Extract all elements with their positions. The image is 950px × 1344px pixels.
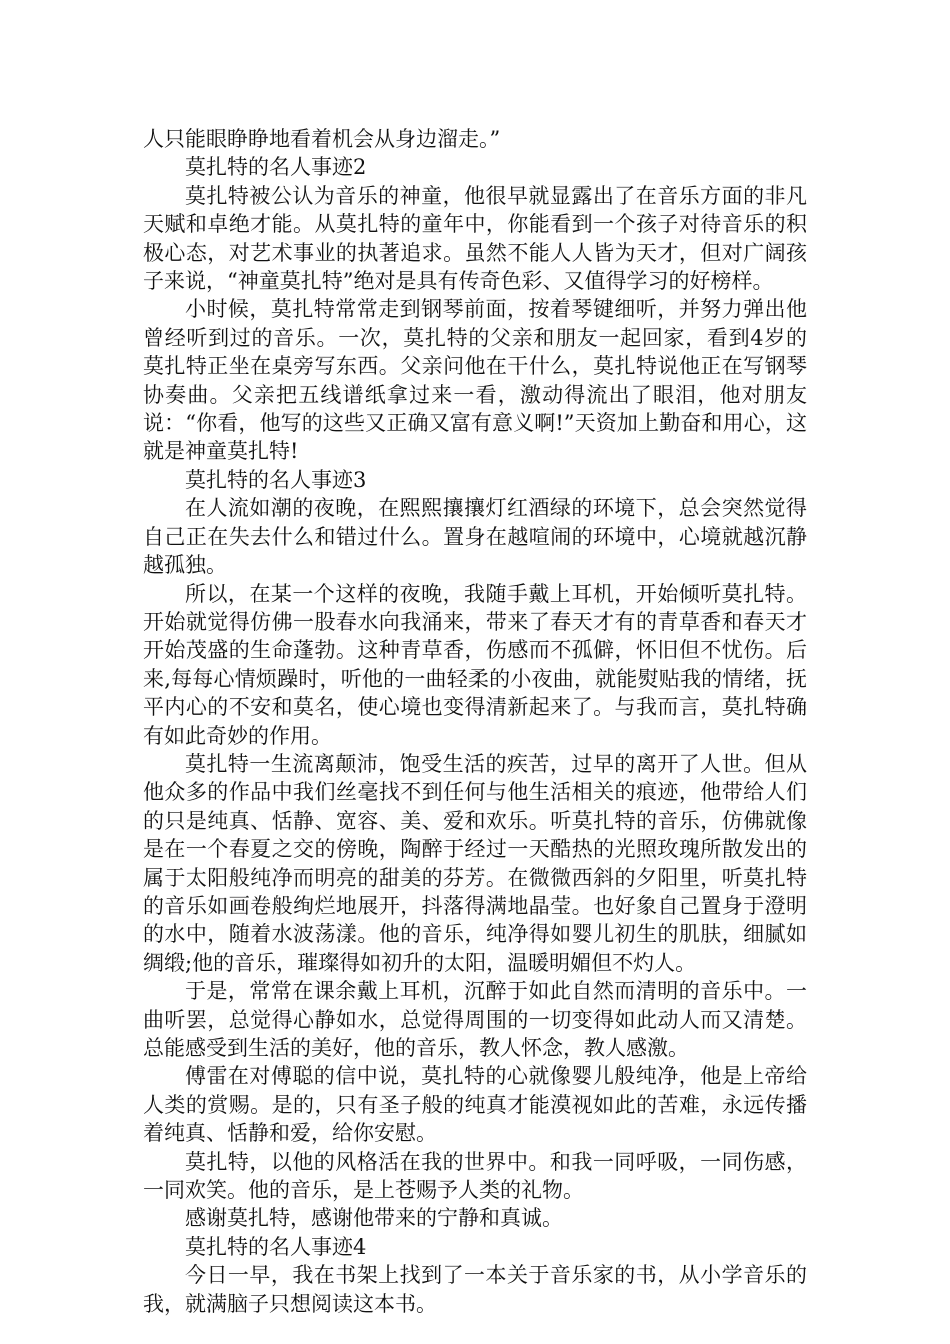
section-heading: 莫扎特的名人事迹3 [185, 467, 367, 492]
paragraph: 莫扎特被公认为音乐的神童，他很早就显露出了在音乐方面的非凡天赋和卓绝才能。从莫扎特的童年中，你能看到一个孩子对待音乐的积极心态，对艺术事业的执著追求。虽然不能人人皆为天才，但对广阔孩子来说，“神童莫扎特”绝对是具有传奇色彩、又值得学习的好榜样。 [143, 183, 807, 294]
paragraph: 傅雷在对傅聪的信中说，莫扎特的心就像婴儿般纯净，他是上帝给人类的赏赐。是的，只有圣子般的纯真才能漠视如此的苦难，永远传播着纯真、恬静和爱，给你安慰。 [143, 1064, 807, 1146]
paragraph: 莫扎特，以他的风格活在我的世界中。和我一同呼吸，一同伤感，一同欢笑。他的音乐，是上苍赐予人类的礼物。 [143, 1149, 807, 1203]
paragraph: 感谢莫扎特，感谢他带来的宁静和真诚。 [185, 1206, 563, 1231]
section-heading: 莫扎特的名人事迹2 [185, 155, 367, 180]
paragraph: 所以，在某一个这样的夜晚，我随手戴上耳机，开始倾听莫扎特。开始就觉得仿佛一股春水向我涌来，带来了春天才有的青草香和春天才开始茂盛的生命蓬勃。这种青草香，伤感而不孤僻，怀旧但不忧伤。后来,每每心情烦躁时，听他的一曲轻柔的小夜曲，就能熨贴我的情绪，抚平内心的不安和莫名，使心境也变得清新起来了。与我而言，莫扎特确有如此奇妙的作用。 [143, 581, 807, 748]
document-body [143, 125, 807, 1318]
paragraph: 在人流如潮的夜晚，在熙熙攘攘灯红酒绿的环境下，总会突然觉得自己正在失去什么和错过什么。置身在越喧闹的环境中，心境就越沉静越孤独。 [143, 496, 807, 578]
paragraph: 今日一早，我在书架上找到了一本关于音乐家的书，从小学音乐的我，就满脑子只想阅读这本书。 [143, 1263, 807, 1316]
paragraph: 莫扎特一生流离颠沛，饱受生活的疾苦，过早的离开了人世。但从他众多的作品中我们丝毫找不到任何与他生活相关的痕迹，他带给人们的只是纯真、恬静、宽容、美、爱和欢乐。听莫扎特的音乐，仿佛就像是在一个春夏之交的傍晚，陶醉于经过一天酷热的光照玫瑰所散发出的属于太阳般纯净而明亮的甜美的芬芳。在微微西斜的夕阳里，听莫扎特的音乐如画卷般绚烂地展开，抖落得满地晶莹。也好象自己置身于澄明的水中，随着水波荡漾。他的音乐，纯净得如婴儿初生的肌肤，细腻如绸缎;他的音乐，璀璨得如初升的太阳，温暖明媚但不灼人。 [143, 751, 807, 975]
paragraph: 小时候，莫扎特常常走到钢琴前面，按着琴键细听，并努力弹出他曾经听到过的音乐。一次，莫扎特的父亲和朋友一起回家，看到4岁的莫扎特正坐在桌旁写东西。父亲问他在干什么，莫扎特说他正在写钢琴协奏曲。父亲把五线谱纸拿过来一看，激动得流出了眼泪，他对朋友说：“你看，他写的这些又正确又富有意义啊!”天资加上勤奋和用心，这就是神童莫扎特! [143, 297, 807, 464]
section-heading: 莫扎特的名人事迹4 [185, 1234, 367, 1259]
paragraph: 人只能眼睁睁地看着机会从身边溜走。” [143, 127, 501, 151]
paragraph: 于是，常常在课余戴上耳机，沉醉于如此自然而清明的音乐中。一曲听罢，总觉得心静如水，总觉得周围的一切变得如此动人而又清楚。总能感受到生活的美好，他的音乐，教人怀念，教人感激。 [143, 979, 807, 1060]
